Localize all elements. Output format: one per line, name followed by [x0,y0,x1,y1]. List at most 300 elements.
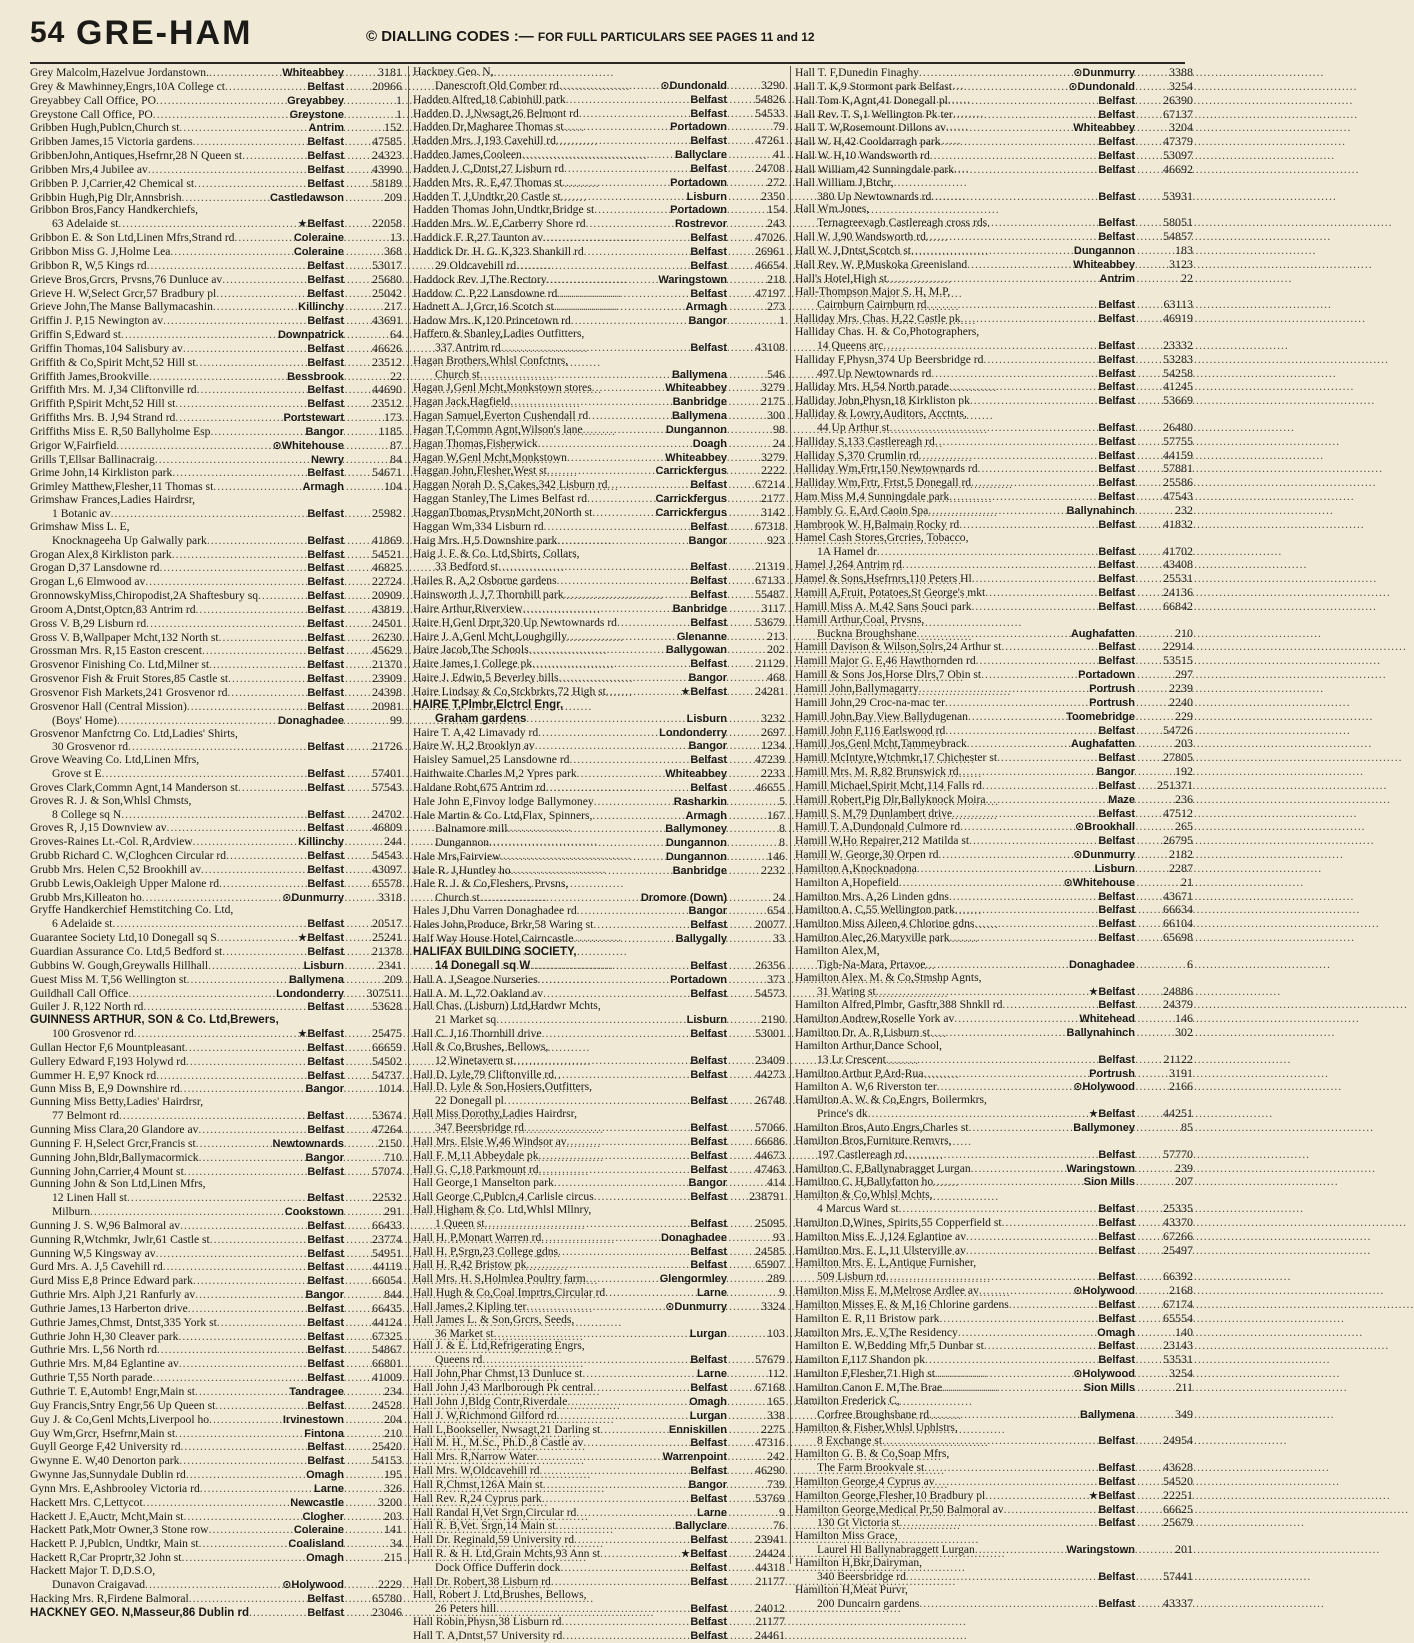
directory-entry [795,1270,1193,1284]
directory-entry [30,453,402,467]
entry-name: Haithwaite Charles M,2 Ypres park [413,767,577,781]
entry-number: 21177 [755,1573,785,1588]
entry-name: Hamilton H,Bkr,Dairyman, [795,1555,923,1569]
entry-name: Hall D. Lyle & Son,Hosiers,Outfitters, [413,1080,593,1094]
entry-number: 20517 [372,916,402,931]
entry-number: 41869 [372,532,402,547]
entry-number: 2222 [761,463,785,478]
entry-exchange: Belfast [690,1149,727,1162]
entry-number: 57679 [755,1352,785,1367]
entry-name: Hall Robin,Physn,38 Lisburn rd [413,1615,562,1629]
entry-number: 201 [1175,1542,1193,1557]
directory-entry [795,135,1193,149]
leader-dots [538,438,691,451]
entry-name: Guthrie James,13 Harberton drive [30,1301,188,1315]
entry-number: 66634 [1163,902,1193,917]
entry-number: 67137 [1163,106,1193,121]
directory-entry [795,380,1193,394]
entry-name: Gribbon Bros,Fancy Handkerchiefs, [30,203,199,217]
entry-exchange: Belfast [690,1217,727,1230]
entry-exchange: Belfast [1098,518,1135,531]
entry-exchange: Belfast [1098,381,1135,394]
leader-dots [175,1428,302,1441]
leader-dots [924,1462,1096,1475]
entry-name: Hackney Geo. N, [413,65,494,78]
leader-dots [134,1028,296,1041]
entry-name: Dock Office Dufferin dock [435,1560,561,1574]
entry-number: 76 [773,1518,785,1533]
entry-name: Hamilton Alec,26 Maryville park [795,931,950,945]
directory-entry [30,1027,402,1041]
entry-name: Hall Rev. W. P,Muskoka Greenisland [795,257,968,271]
entry-exchange: Belfast [307,259,344,272]
entry-exchange: Omagh [1097,1326,1135,1339]
entry-number: 238791 [749,1189,785,1204]
entry-name: Halliday Wm,Frtr, Frtst,5 Donegall rd [795,476,972,490]
entry-exchange: Bangor [688,1478,727,1491]
entry-exchange: Tandragee [289,1386,344,1398]
leader-dots [883,340,1096,353]
dialling-codes-note [366,28,815,45]
entry-number: 104 [384,479,402,494]
leader-dots [185,1042,305,1055]
directory-entry [413,1340,785,1353]
directory-entry [413,464,785,478]
entry-name: Haire Jacob,The Schools [413,643,529,657]
entry-exchange: Omagh [689,1395,727,1408]
entry-name: Hambly G. E,Ard Caoin Spa [795,504,929,517]
entry-number: 54153 [372,1453,402,1468]
entry-number: 98 [773,421,785,436]
leader-dots [222,274,305,287]
entry-name: 26 Peters hill [435,1601,497,1615]
entry-number: 66625 [1163,1501,1193,1516]
entry-name: Haire James,1 College pk [413,657,533,671]
directory-entry [795,1530,1193,1543]
entry-name: Hall T. F,Dunedin Finaghy [795,66,919,79]
directory-entry [413,245,785,259]
leader-dots [167,822,306,835]
leader-dots [119,1110,305,1123]
entry-number: 338 [767,1407,785,1422]
entry-number: 54521 [372,546,402,561]
leader-dots [188,1303,306,1316]
entry-number: 3279 [761,380,785,395]
directory-entry [413,1314,785,1327]
directory-entry [795,177,1193,190]
entry-exchange: ⊙Holywood [282,1578,344,1591]
entry-exchange: ⊙Dundonald [1068,80,1135,93]
leader-dots [584,246,689,259]
entry-exchange: Doagh [692,437,727,450]
directory-entry [413,904,785,918]
entry-name: Hall Mrs. R,Narrow Water [413,1450,537,1464]
leader-dots [116,440,270,453]
entry-number: 3388 [1169,65,1193,79]
directory-entry [413,506,785,520]
entry-number: 46290 [755,1463,785,1478]
entry-name: Ham Miss M,4 Sunningdale park [795,490,950,504]
leader-dots [558,1246,688,1259]
entry-exchange: Belfast [1098,190,1135,203]
entry-name: Dungannon [435,836,490,850]
entry-number: 710 [384,1149,402,1164]
entry-exchange: Belfast [307,508,344,520]
entry-exchange: ⊙Holywood [1073,1081,1135,1094]
entry-name: Halliday Mrs. Chas. H,22 Castle pk [795,312,961,326]
directory-entry [795,367,1193,381]
entry-name: Guthrie Mrs. L,56 North rd [30,1343,157,1357]
directory-entry [30,1247,402,1261]
entry-number: 99 [390,712,402,727]
entry-exchange: Bangor [305,1151,344,1164]
entry-number: 53769 [755,1490,785,1505]
entry-name: Hainsworth J. J,7 Thornhill park [413,588,564,602]
entry-number: 26748 [755,1093,785,1108]
entry-name: Hamilton A,Hopefield [795,875,899,889]
entry-number: 2341 [378,957,402,972]
entry-exchange: Sion Mills [1083,1176,1135,1189]
directory-entry [413,1464,785,1478]
directory-entry [413,1478,785,1492]
entry-number: 21129 [755,656,785,671]
directory-entry [30,231,402,245]
leader-dots [966,1245,1096,1258]
directory-entry [413,685,785,699]
entry-name: Gunning John & Son Ltd,Linen Mfrs, [30,1177,206,1191]
entry-number: 26390 [1163,92,1193,107]
entry-number: 24323 [372,148,402,163]
entry-name: Grimshaw Frances,Ladies Hairdrsr, [30,493,196,507]
directory-entry [30,1288,402,1302]
directory-entry [413,1135,785,1149]
entry-name: 63 Adelaide st [52,217,119,231]
leader-dots [567,1396,687,1409]
entry-exchange: Belfast [1098,435,1135,448]
directory-entry [413,781,785,795]
entry-name: Grosvenor Hall (Central Mission) [30,699,187,713]
directory-entry [795,1597,1193,1611]
leader-dots [969,835,1096,848]
entry-exchange: Belfast [690,1602,727,1615]
leader-dots [906,1571,1096,1584]
entry-number: 229 [1175,708,1193,723]
entry-exchange: Belfast [690,919,727,932]
entry-exchange: Belfast [307,822,344,835]
entry-exchange: Belfast [690,1575,727,1588]
entry-number: 923 [767,532,785,547]
directory-entry [795,807,1193,821]
entry-exchange: Belfast [690,107,727,120]
entry-exchange: Portadown [1078,669,1135,682]
entry-number: 1 [779,313,785,328]
leader-dots [949,381,1096,394]
directory-entry [795,724,1193,738]
leader-dots [587,493,653,506]
entry-exchange: Belfast [690,520,727,533]
entry-exchange: ⊙Holywood [1073,1368,1135,1381]
entry-name: Grubb Mrs,Killeaton ho [30,890,142,904]
entry-number: 21122 [1163,1051,1193,1066]
entry-name: Gunning Miss Betty,Ladies' Hairdrsr, [30,1095,204,1109]
leader-dots [1002,999,1096,1012]
directory-entry [795,1557,1193,1570]
directory-entry [795,903,1193,917]
entry-number: 22 [1181,270,1193,285]
leader-dots [480,892,639,905]
entry-name: Hall Mrs. H. S,Holmlea Poultry farm [413,1272,586,1286]
entry-exchange: Enniskillen [668,1423,727,1436]
directory-entry [795,449,1193,463]
entry-exchange: Belfast [690,1121,727,1134]
directory-entry [795,931,1193,945]
entry-number: 302 [1175,1025,1193,1040]
entry-number: 65554 [1163,1310,1193,1325]
entry-name: Hamilton George,4 Cyprus av [795,1474,935,1488]
leader-dots [959,519,1096,532]
leader-dots [924,1068,1088,1081]
entry-exchange: Belfast [307,1041,344,1054]
entry-name: Gribben Mrs,4 Jubilee av [30,162,148,176]
entry-exchange: Belfast [1098,1597,1135,1610]
entry-number: 3117 [761,600,785,615]
directory-entry [413,1353,785,1367]
entry-number: 24886 [1163,983,1193,998]
leader-dots [919,450,1097,463]
entry-name: Hall-Thompson Major S. H, M.P, [795,284,951,298]
entry-name: Halliday F,Physn,374 Up Beersbridge rd [795,352,984,366]
entry-name: Hamilton George,Flesher,10 Bradbury pl [795,1488,986,1502]
directory-entry [413,1450,785,1464]
entry-exchange: Coalisland [288,1538,344,1551]
directory-entry [413,273,785,287]
directory-entry [795,244,1193,258]
entry-exchange: Ballymena [288,973,344,986]
leader-dots [485,1218,689,1231]
leader-dots [949,891,1096,904]
entry-name: Hamilton Frederick C, [795,1393,900,1407]
leader-dots [187,701,306,714]
directory-entry [413,959,785,973]
entry-number: 22058 [372,216,402,231]
entry-name: Hall J. & E. Ltd,Refrigerating Engrs, [413,1339,585,1353]
leader-dots [983,354,1096,367]
entry-number: 23512 [372,396,402,411]
directory-entry [413,1367,785,1381]
entry-number: 24 [773,889,785,904]
entry-number: 146 [1175,1011,1193,1026]
entry-name: Groom A,Dntst,Optcn,83 Antrim rd [30,602,196,616]
entry-number: 154 [767,202,785,217]
directory-entry [30,1343,402,1357]
directory-entry [795,1408,1193,1422]
leader-dots [546,782,689,795]
entry-exchange: Belfast [307,659,344,672]
entry-exchange: Ballygally [675,933,727,946]
directory-columns [30,65,1193,1643]
entry-name: 130 Gt Victoria st [817,1516,900,1530]
entry-name: Groves-Raines Lt.-Col. R,Ardview [30,835,193,849]
directory-entry [413,259,785,273]
directory-entry [30,959,402,973]
leader-dots [526,1301,663,1314]
leader-dots [564,589,689,602]
directory-entry [795,1148,1193,1162]
entry-number: 209 [384,971,402,986]
directory-entry [30,466,402,480]
directory-entry [795,1202,1193,1216]
entry-name: Grey & Mawhinney,Engrs,10A College ct [30,79,226,93]
entry-exchange: Belfast [307,562,344,575]
entry-name: Haig Mrs. H,5 Downshire park [413,533,558,547]
leader-dots [952,81,1066,94]
entry-name: 12 Winetavern st [435,1053,514,1067]
directory-entry [30,1537,402,1551]
directory-entry [413,1258,785,1272]
entry-name: Gunning R,Wtchmkr, Jwlr,61 Castle st [30,1232,210,1246]
directory-entry [795,765,1193,779]
entry-name: Hall John,Phar Chmst,13 Dunluce st [413,1367,583,1381]
leader-dots [606,686,679,699]
entry-name: Guildhall Call Office [30,986,129,1000]
entry-exchange: ★Belfast [680,1548,727,1561]
entry-exchange: Whiteabbey [665,451,727,464]
entry-number: 47316 [755,1435,785,1450]
leader-dots [583,424,664,437]
entry-name: Haire J. Edwin,5 Beverley hills [413,671,559,685]
entry-number: 22532 [372,1190,402,1205]
leader-dots [605,1287,695,1300]
entry-name: Prince's dk [817,1107,868,1121]
directory-entry [30,314,402,328]
entry-number: 21726 [372,739,402,754]
leader-dots [899,1203,1097,1216]
directory-entry [413,864,785,878]
entry-name: Hall, Robert J. Ltd,Brushes, Bellows, [413,1587,587,1601]
entry-name: Hamilton Miss Grace, [795,1529,898,1543]
entry-number: 27805 [1163,750,1193,765]
entry-number: 66842 [1163,598,1193,613]
entry-name: Hall James L. & Son,Grcrs, Seeds, [413,1312,575,1326]
directory-entry [795,1543,1193,1557]
directory-entry [30,439,402,453]
entry-exchange: Belfast [307,1316,344,1329]
entry-name: Hall Chas. (Lisburn) Ltd,Hardwr Mchts, [413,999,601,1013]
entry-name: Gribben P. J,Carrier,42 Chemical st [30,176,195,190]
entry-exchange: Belfast [307,686,344,699]
entry-name: Hall A. J,Seagoe Nurseries [413,972,538,986]
entry-exchange: Dungannon [665,851,727,864]
directory-entry [795,1516,1193,1530]
entry-exchange: ★Belfast [1088,1108,1135,1121]
entry-name: Hamilton Andrew,Roselle York av [795,1012,955,1026]
entry-name: Halliday S,370 Crumlin rd [795,448,919,462]
entry-name: Hamill T. A,Dundonald Culmore rd [795,820,961,834]
entry-number: 44119 [372,1259,402,1274]
leader-dots [208,960,302,973]
entry-name: 77 Belmont rd [52,1109,119,1123]
entry-number: 3191 [1169,1065,1193,1080]
entry-name: Grove st E [52,767,102,781]
entry-name: GronnowskyMiss,Chiropodist,2A Shaftesbury sq [30,589,259,603]
entry-exchange: Ballymoney [1073,1121,1135,1134]
directory-entry [795,421,1193,435]
leader-dots [966,1231,1096,1244]
entry-name: Grieve John,The Manse Ballymacashin [30,300,213,314]
directory-entry [413,534,785,548]
entry-exchange: Ballymena [671,410,727,423]
entry-name: Hamilton & Co,Whlsl Mchts, [795,1188,933,1202]
entry-exchange: Belfast [1098,559,1135,572]
entry-number: 44690 [372,382,402,397]
entry-number: 21 [1181,874,1193,889]
entry-name: Hall W. J,Dntst,Scotch st [795,243,911,257]
entry-exchange: Belfast [1098,1570,1135,1583]
leader-dots [516,260,688,273]
entry-number: 112 [767,1366,785,1381]
directory-entry [413,643,785,657]
entry-exchange: ★Belfast [1088,985,1135,998]
entry-name: (Boys' Home) [52,713,117,727]
entry-name: Church st [435,367,480,381]
entry-name: Grey Malcolm,Hazelvue Jordanstown. [30,66,210,79]
entry-name: Groves Clark,Commn Agnt,14 Manderson st [30,780,239,794]
entry-name: Griffiths Miss E. R,50 Ballyholme Esp [30,424,211,438]
directory-column-3 [790,65,1193,1610]
leader-dots [566,94,689,107]
entry-name: Guthrie Mrs. Alph J,21 Ranfurly av [30,1288,196,1302]
entry-name: Hall Higham & Co. Ltd,Whlsl Mllnry, [413,1203,592,1217]
entry-name: Gunning F. H,Select Grcr,Francis st [30,1136,196,1150]
leader-dots [201,864,305,877]
directory-entry [795,230,1193,244]
directory-entry [30,658,402,672]
entry-exchange: ★Belfast [1088,1489,1135,1502]
leader-dots [496,1603,688,1616]
entry-number: 46809 [372,820,402,835]
entry-name: 8 Exchange st [817,1434,883,1448]
directory-entry [795,108,1193,122]
entry-number: 326 [384,1480,402,1495]
entry-exchange: Belfast [307,576,344,589]
entry-exchange: Belfast [307,590,344,603]
directory-entry [30,1565,402,1578]
leader-dots [949,491,1096,504]
entry-name: Hamilton Alex. M. & Co,Stmshp Agnts, [795,970,982,984]
directory-entry [413,134,785,148]
leader-dots [911,245,1072,258]
entry-exchange: Belfast [307,384,344,397]
entry-exchange: Antrim [308,122,344,135]
entry-name: 200 Duncairn gardens [817,1596,920,1610]
entry-number: 45629 [372,643,402,658]
entry-name: Guiler J. R,122 North rd [30,1000,144,1014]
entry-exchange: Portrush [1089,1067,1135,1080]
entry-exchange: Whiteabbey [1073,122,1135,135]
entry-exchange: Belfast [307,877,344,890]
entry-name: Hagan J,Genl Mcht,Monkstown stores [413,381,592,395]
entry-number: 57881 [1163,461,1193,476]
entry-number: 2182 [1169,847,1193,862]
entry-name: Hamilton E. W,Bedding Mfr,5 Dunbar st [795,1339,984,1353]
entry-exchange: Belfast [690,1465,727,1478]
entry-number: 273 [767,299,785,314]
entry-name: Hamill Arthur,Coal, Prvsns, [795,612,925,626]
directory-entry [413,850,785,864]
entry-name: Hall Rev. R,24 Cyprus park [413,1491,542,1505]
leader-dots [919,67,1071,80]
leader-dots [978,463,1097,476]
